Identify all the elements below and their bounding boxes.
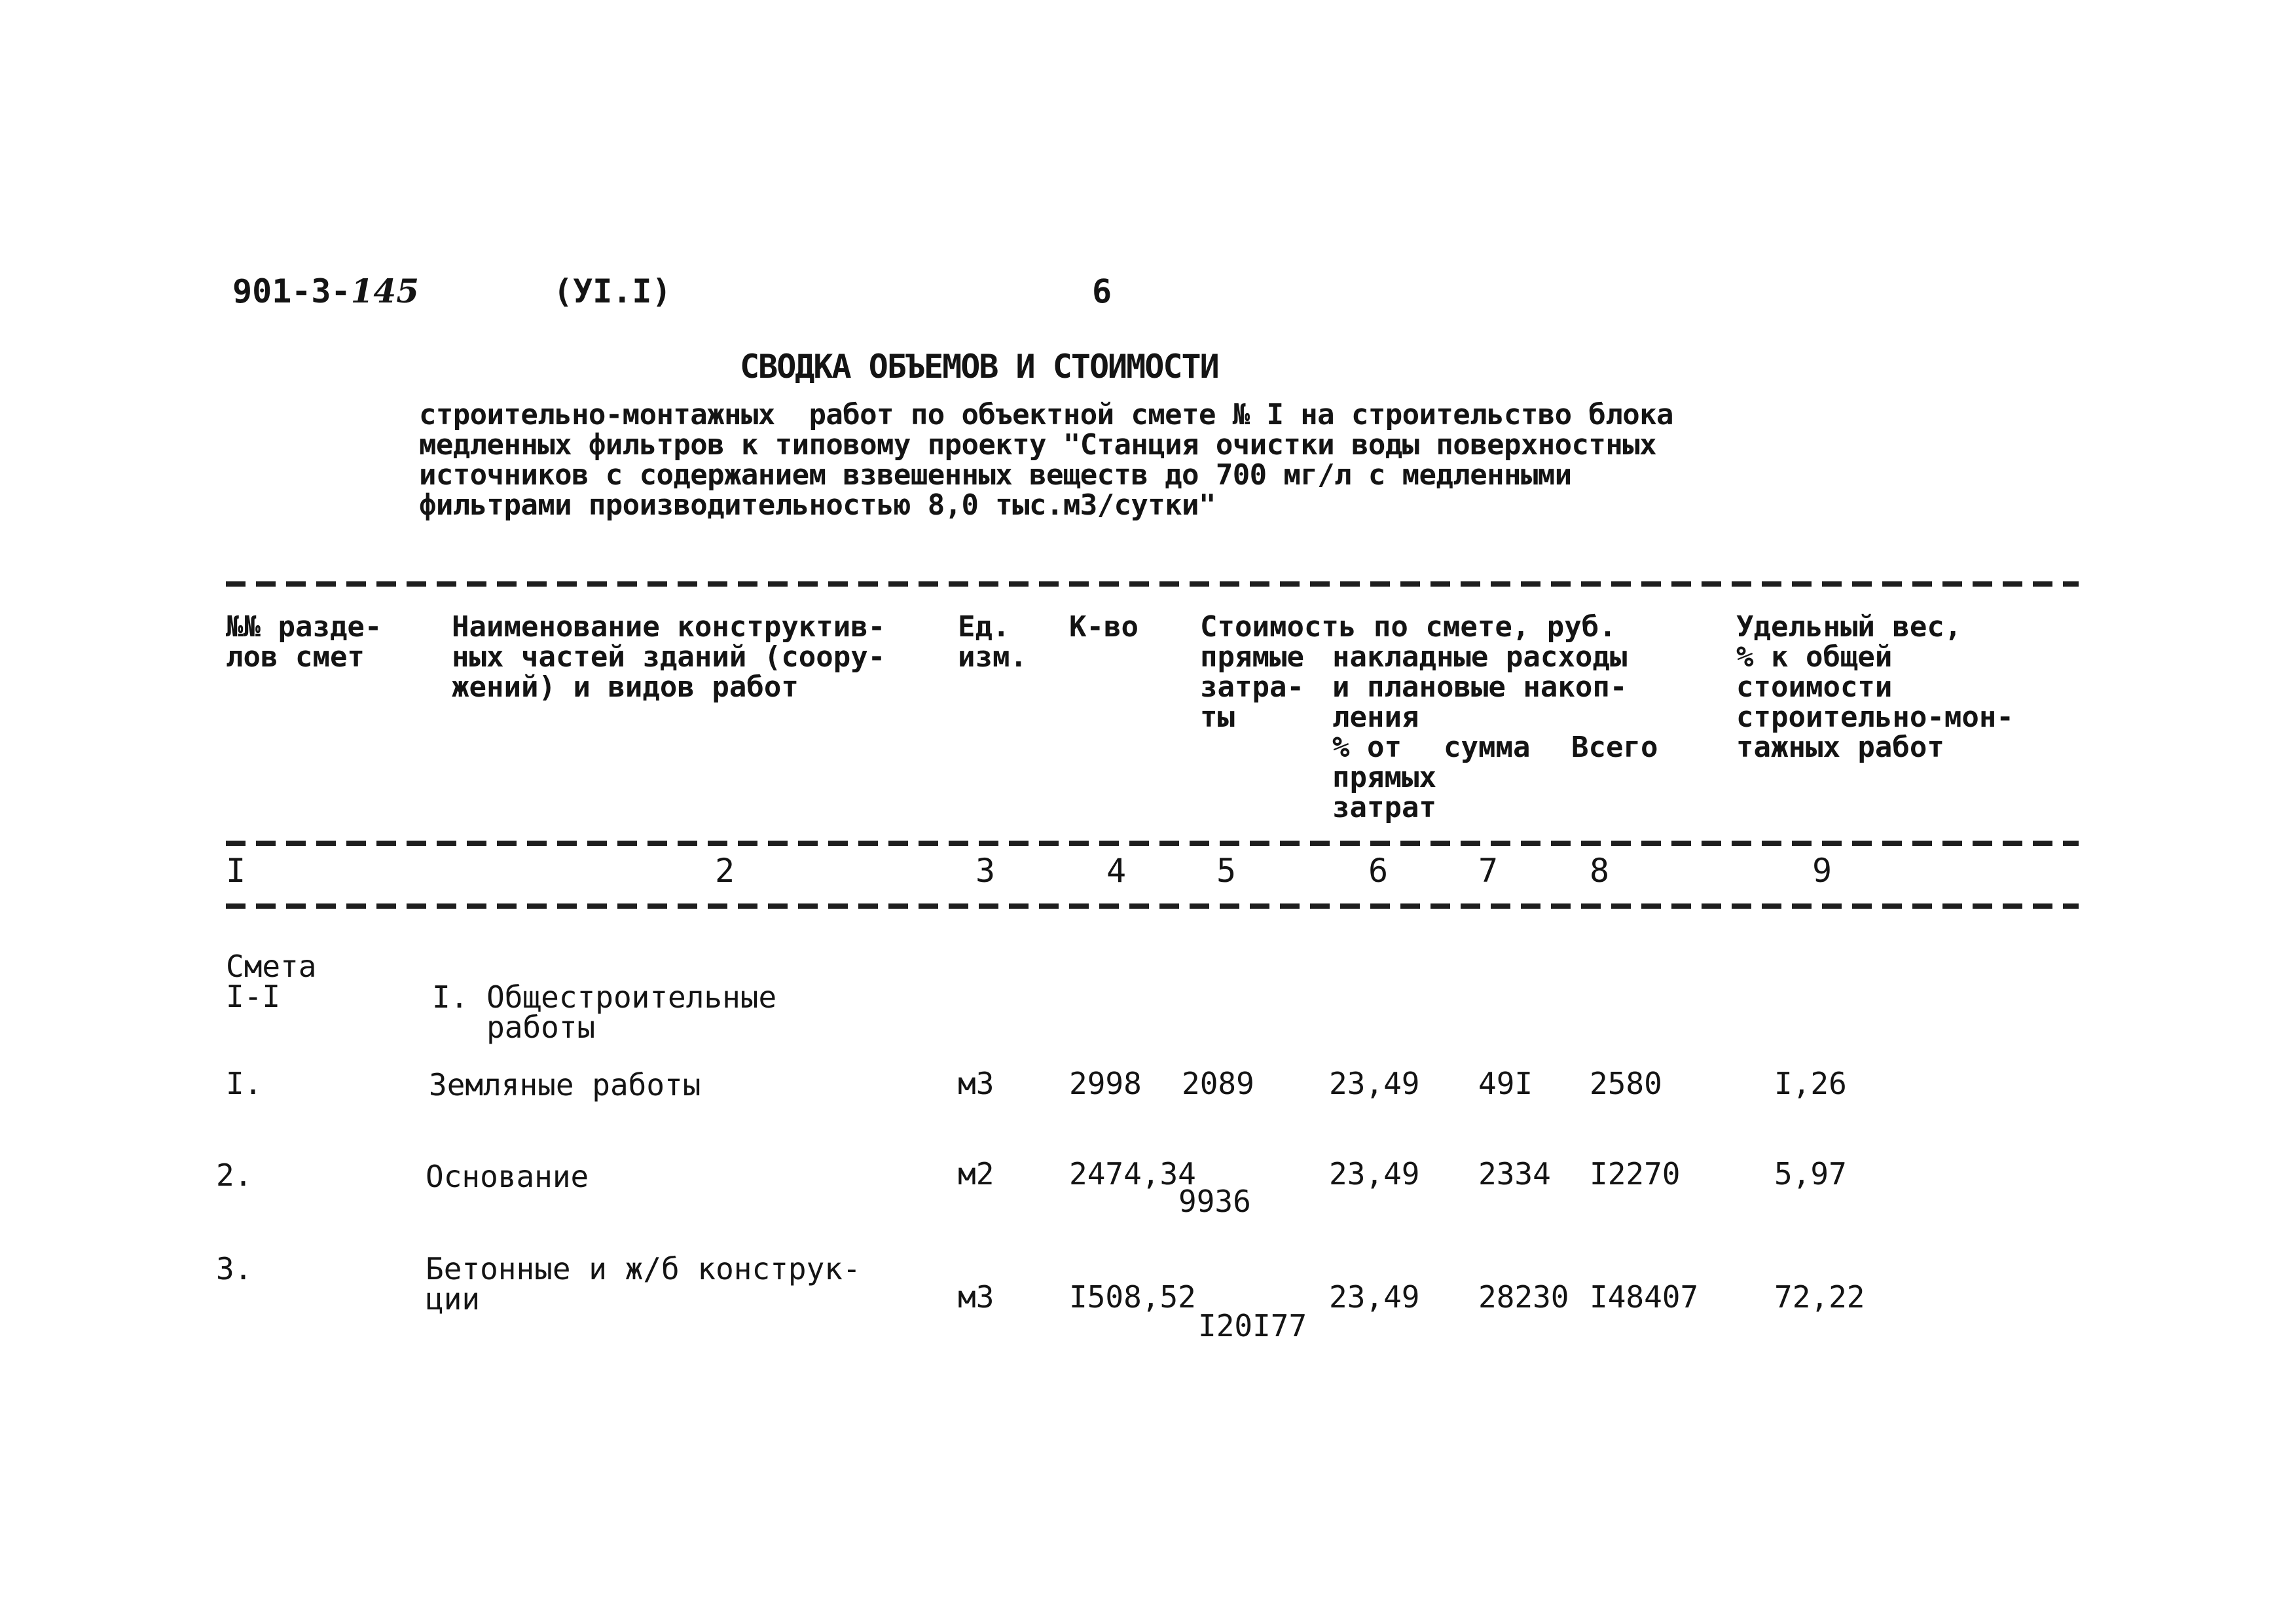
header-cost-group: Стоимость по смете, руб.: [1200, 610, 1616, 644]
row-work-name: Земляные работы: [429, 1067, 701, 1103]
row-share: 5,97: [1774, 1156, 1847, 1192]
row-overhead-sum: 28230: [1478, 1279, 1569, 1315]
title-line-4: фильтрами производительностью 8,0 тыс.м3/сутки": [419, 488, 1216, 522]
row-number: 2.: [216, 1158, 253, 1193]
row-total: 2580: [1590, 1066, 1662, 1101]
row-unit: м3: [958, 1066, 994, 1101]
title-line-1: строительно-монтажных работ по объектной смете № I на строительство блока: [419, 398, 1673, 431]
row-share: I,26: [1774, 1066, 1847, 1101]
estimate-section-title: I. Общестроительные работы: [432, 979, 777, 1045]
header-quantity: К-во: [1069, 610, 1139, 644]
row-share: 72,22: [1774, 1279, 1865, 1315]
title-line-2: медленных фильтров к типовому проекту "Станция очистки воды поверхностных: [419, 428, 1656, 462]
row-percent: 23,49: [1329, 1279, 1420, 1315]
column-number-6: 6: [1368, 852, 1389, 890]
row-quantity: 2998: [1069, 1066, 1142, 1101]
header-section-number: №№ разде- лов смет: [226, 610, 382, 674]
header-share: Удельный вес, % к общей стоимости строительно-мон- тажных работ: [1736, 610, 2014, 764]
column-number-7: 7: [1478, 852, 1499, 890]
header-work-name: Наименование конструктив- ных частей зданий (соору- жений) и видов работ: [452, 610, 886, 704]
row-work-name: Бетонные и ж/б конструк- ции: [426, 1251, 861, 1317]
header-overhead-group: накладные расходы и плановые накоп- ления: [1332, 640, 1628, 734]
document-title: СВОДКА ОБЪЕМОВ И СТОИМОСТИ: [740, 348, 1218, 386]
row-number: 3.: [216, 1251, 253, 1286]
row-quantity: 2474,34: [1069, 1156, 1196, 1192]
header-unit: Ед. изм.: [958, 610, 1027, 674]
document-code-printed: 901-3-: [232, 272, 351, 310]
row-work-name: Основание: [426, 1159, 589, 1194]
estimate-label: Смета I-I: [226, 949, 317, 1014]
column-number-2: 2: [715, 852, 735, 890]
row-overhead-sum: 49I: [1478, 1066, 1533, 1101]
column-numbers-rule: [226, 903, 2079, 909]
document-code-handwritten: 145: [350, 272, 419, 310]
row-total: I48407: [1590, 1279, 1699, 1315]
header-bottom-rule: [226, 841, 2079, 846]
column-number-4: 4: [1106, 852, 1127, 890]
title-line-3: источников с содержанием взвешенных веществ до 700 мг/л с медленными: [419, 458, 1572, 492]
row-unit: м2: [958, 1156, 994, 1192]
row-percent: 23,49: [1329, 1156, 1420, 1192]
header-percent-of-direct: % от прямых затрат: [1332, 731, 1436, 824]
row-direct-costs: 9936: [1178, 1184, 1251, 1219]
document-code: [232, 272, 419, 310]
row-percent: 23,49: [1329, 1066, 1420, 1101]
row-direct-costs: 2089: [1182, 1066, 1254, 1101]
column-number-3: 3: [975, 852, 996, 890]
column-number-9: 9: [1812, 852, 1832, 890]
table-top-rule: [226, 581, 2079, 587]
column-number-8: 8: [1590, 852, 1610, 890]
row-overhead-sum: 2334: [1478, 1156, 1551, 1192]
column-number-5: 5: [1216, 852, 1237, 890]
column-number-1: I: [226, 852, 246, 890]
section-code: (УI.I): [553, 272, 672, 310]
row-unit: м3: [958, 1279, 994, 1315]
row-direct-costs: I20I77: [1198, 1308, 1307, 1343]
row-total: I2270: [1590, 1156, 1681, 1192]
row-quantity: I508,52: [1069, 1279, 1196, 1315]
page-number: 6: [1092, 272, 1112, 310]
header-overhead-sum: сумма: [1444, 731, 1531, 764]
header-total: Всего: [1571, 731, 1658, 764]
header-direct-costs: прямые затра- ты: [1200, 640, 1304, 734]
row-number: I.: [226, 1066, 263, 1101]
